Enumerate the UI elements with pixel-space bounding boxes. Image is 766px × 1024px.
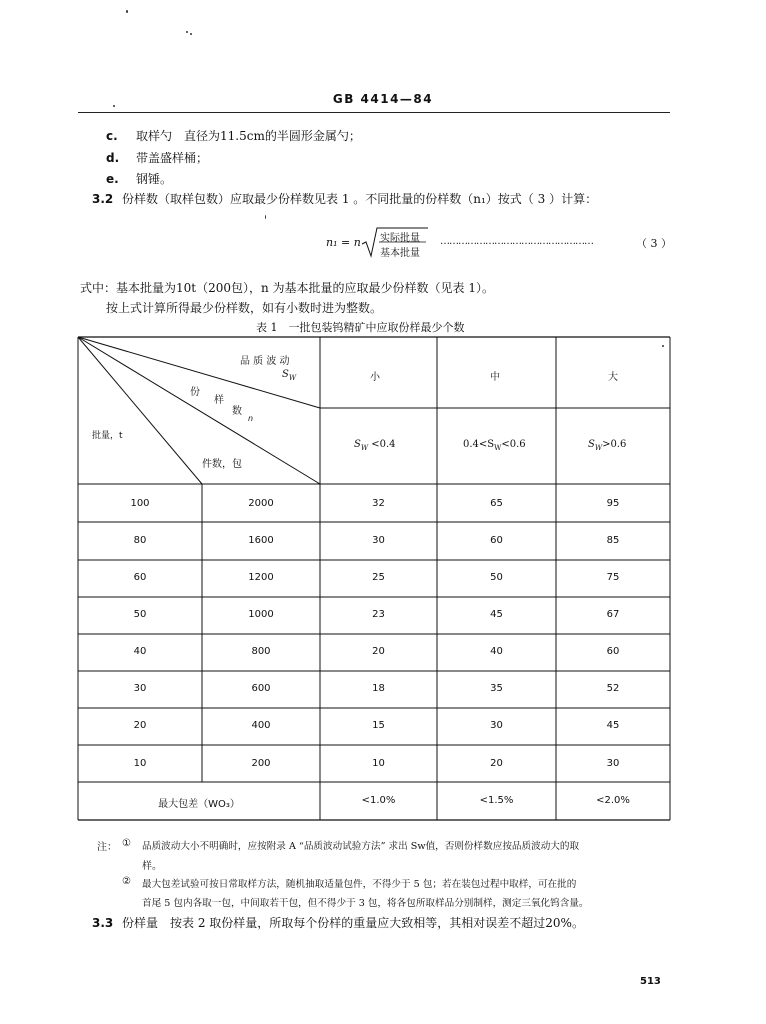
note-2-line-1: 最大包差试验可按日常取样方法，随机抽取适量包件，不得少于 5 包；若在装包过程中取样，可在批的 — [142, 879, 577, 890]
cell-large: 52 — [606, 683, 620, 694]
cell-batch: 80 — [133, 535, 147, 546]
column-header-large: 大 — [608, 372, 618, 383]
cell-medium: <1.5% — [479, 795, 514, 806]
range-rest: >0.6 — [602, 439, 627, 450]
range-rest: <0.6 — [501, 439, 526, 450]
note-2-number: ② — [122, 876, 131, 887]
cell-large: 67 — [606, 609, 620, 620]
cell-medium: 50 — [490, 572, 503, 583]
range-sub: W — [594, 444, 603, 452]
diag-label-batch: 批量，t — [92, 431, 123, 441]
diag-label-pieces: 件数，包 — [202, 459, 242, 470]
section-text: 份样数（取样包数）应取最少份样数见表 1 。不同批量的份样数（n₁）按式（ 3 ）计算： — [122, 192, 598, 206]
list-letter: e. — [106, 172, 119, 186]
cell-medium: 65 — [490, 498, 503, 509]
cell-pieces: 400 — [251, 720, 271, 731]
range-text: S — [588, 439, 595, 450]
cell-small: 10 — [372, 758, 385, 769]
cell-batch: 30 — [133, 683, 147, 694]
formula-number: （ 3 ） — [636, 237, 672, 250]
column-header-medium: 中 — [490, 372, 500, 383]
note-prefix: 注： — [97, 842, 117, 853]
cell-medium: 45 — [490, 609, 503, 620]
range-text: 0.4<S — [463, 439, 495, 450]
cell-small: 30 — [372, 535, 385, 546]
cell-batch: 60 — [133, 572, 147, 583]
page-header: GB 4414—84 — [332, 92, 434, 106]
sw-subscript: W — [288, 374, 297, 382]
cell-small: 23 — [372, 609, 385, 620]
note-1-number: ① — [122, 838, 131, 849]
cell-pieces: 600 — [251, 683, 271, 694]
range-medium — [463, 439, 526, 452]
diag-label-sw — [282, 369, 296, 382]
sw-symbol: S — [282, 369, 289, 380]
note-1-line-2: 样。 — [142, 861, 162, 872]
cell-pieces: 1000 — [248, 609, 274, 620]
cell-large: 60 — [606, 646, 620, 657]
range-text: S — [354, 439, 361, 450]
cell-batch: 100 — [130, 498, 150, 509]
cell-small: 32 — [372, 498, 385, 509]
list-text: 取样勺 直径为11.5cm的半圆形金属勺； — [136, 129, 361, 143]
table-caption: 表 1 一批包装钨精矿中应取份样最少个数 — [256, 321, 465, 334]
note-1-line-1: 品质波动大小不明确时，应按附录 A “品质波动试验方法” 求出 Sw值，否则份样数应按品质波动大的取 — [142, 841, 580, 852]
cell-pieces: 1600 — [248, 535, 274, 546]
cell-pieces: 800 — [251, 646, 271, 657]
cell-large: 95 — [606, 498, 620, 509]
diag-label-sample-1: 份 — [190, 387, 200, 398]
cell-medium: 40 — [490, 646, 503, 657]
range-large — [588, 439, 626, 452]
cell-large: 30 — [606, 758, 620, 769]
cell-small: 18 — [372, 683, 385, 694]
cell-batch: 50 — [133, 609, 147, 620]
list-letter: c. — [106, 129, 118, 143]
section-text: 份样量 按表 2 取份样量，所取每个份样的重量应大致相等，其相对误差不超过20%。 — [122, 916, 584, 930]
cell-pieces: 200 — [251, 758, 271, 769]
diag-label-quality: 品 质 波 动 — [240, 356, 290, 367]
cell-max-difference-label: 最大包差（WO₃） — [158, 799, 240, 810]
cell-medium: 30 — [490, 720, 503, 731]
formula-explanation: 式中：基本批量为10t（200包），n 为基本批量的应取最少份样数（见表 1）。 — [80, 281, 494, 295]
cell-small: <1.0% — [361, 795, 396, 806]
range-sub: W — [360, 444, 369, 452]
rounding-note: 按上式计算所得最少份样数，如有小数时进为整数。 — [106, 301, 383, 315]
diag-label-n: n — [248, 414, 254, 423]
cell-batch: 20 — [133, 720, 147, 731]
cell-large: 85 — [606, 535, 620, 546]
cell-pieces: 2000 — [248, 498, 274, 509]
list-text: 钢锤。 — [136, 172, 173, 186]
range-sub: W — [494, 444, 502, 452]
list-letter: d. — [106, 151, 120, 165]
cell-small: 20 — [372, 646, 385, 657]
section-number: 3.3 — [92, 916, 114, 930]
cell-medium: 60 — [490, 535, 503, 546]
range-rest: <0.4 — [368, 439, 396, 450]
cell-small: 15 — [372, 720, 385, 731]
formula-denominator: 基本批量 — [380, 248, 420, 259]
cell-large: <2.0% — [596, 795, 630, 806]
cell-medium: 20 — [490, 758, 503, 769]
diag-label-sample-2: 样 — [214, 395, 224, 406]
section-3-3 — [92, 914, 584, 931]
formula-numerator: 实际批量 — [380, 233, 420, 244]
range-small — [354, 439, 396, 452]
cell-small: 25 — [372, 572, 385, 583]
note-2-line-2: 首尾 5 包内各取一包，中间取若干包，但不得少于 3 包，将各包所取样品分别制样，测定三氧化钨含量。 — [142, 898, 589, 909]
column-header-small: 小 — [370, 372, 380, 383]
cell-batch: 40 — [133, 646, 147, 657]
cell-batch: 10 — [133, 758, 147, 769]
cell-pieces: 1200 — [248, 572, 274, 583]
list-text: 带盖盛样桶； — [136, 151, 209, 165]
page-number: 513 — [640, 976, 661, 987]
formula-lhs: n₁ = n — [326, 236, 361, 249]
formula-leader-dots: …………………………………………… — [440, 236, 593, 247]
diag-label-sample-3: 数 — [232, 406, 242, 417]
cell-large: 75 — [606, 572, 620, 583]
cell-large: 45 — [606, 720, 620, 731]
section-number: 3.2 — [92, 192, 114, 206]
cell-medium: 35 — [490, 683, 503, 694]
